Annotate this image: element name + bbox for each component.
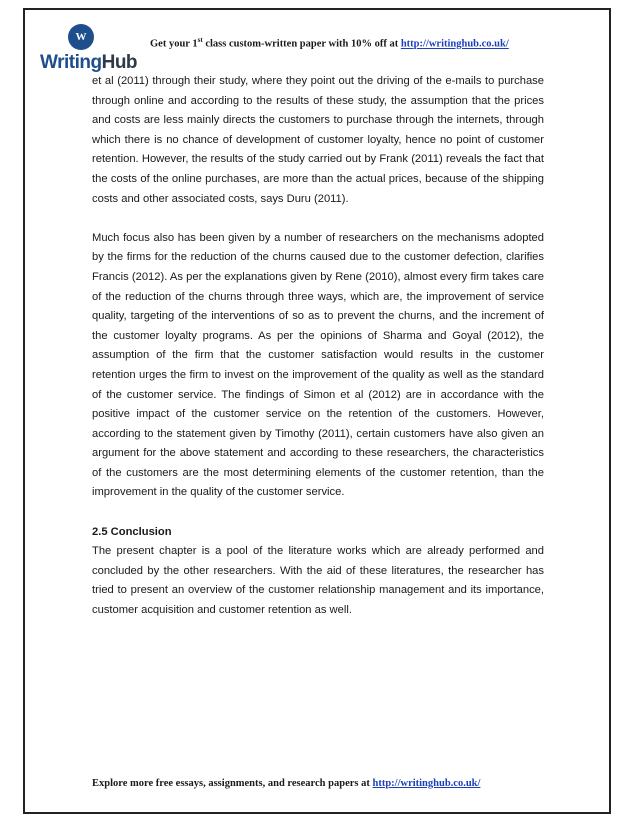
header-promo	[150, 36, 590, 50]
header-promo-sup: st	[197, 36, 203, 44]
conclusion-paragraph: The present chapter is a pool of the literature works which are already performed and concluded by the other researchers. With the aid of these literatures, the researcher has tried to present an overview of the customer relationship management and its importance, customer acquisition and customer retention as well.	[92, 545, 544, 617]
header-link[interactable]: http://writinghub.co.uk/	[400, 38, 509, 50]
logo-brand-second: Hub	[101, 52, 138, 73]
footer-text: Explore more free essays, assignments, and research papers at	[92, 778, 373, 789]
footer-link[interactable]: http://writinghub.co.uk/	[372, 778, 481, 789]
footer-promo	[92, 778, 562, 789]
header-promo-pre: Get your 1	[150, 38, 198, 50]
logo-mark: W	[75, 31, 87, 43]
writinghub-logo[interactable]	[36, 24, 138, 76]
logo-brand-first: Writing	[40, 52, 102, 73]
logo-wordmark	[40, 52, 137, 74]
section-heading: 2.5 Conclusion	[92, 525, 172, 538]
body-paragraph: et al (2011) through their study, where they point out the driving of the e-mails to purchase through online and according to the results of these study, the assumption that the prices and costs are less mainly directs the customers to purchase through the internets, through which there is no chance of development of customer loyalty, hence no point of customer retention. However, the results of the study carried out by Frank (2011) reveals the fact that the costs of the online purchases, are more than the actual prices, because of the shipping costs and other associated costs, says Duru (2011).	[92, 75, 544, 205]
document-body	[92, 72, 544, 640]
body-paragraph: Much focus also has been given by a number of researchers on the mechanisms adopted by the firms for the reduction of the churns caused due to the customer defection, clarifies Francis (2012). As per the explanations given by Rene (2010), almost every firm takes care of the reduction of the churns through three ways, which are, the improvement of service quality, targeting of the interventions of so as to prevent the churns, and the increment of the customer loyalty programs. As per the opinions of Sharma and Goyal (2012), the assumption of the firm that the customer satisfaction would results in the customer retention urges the firm to invest on the improvement of the quality as well as the standard of the customer service. The findings of Simon et al (2012) are in accordance with the positive impact of the customer service on the retention of the customers. However, according to the statement given by Timothy (2011), certain customers have also given an argument for the above statement and according to these researchers, the characteristics of the customers are the most determining elements of the customer retention, than the improvement in the quality of the customer service.	[92, 231, 544, 499]
header-promo-mid: class custom-written paper with 10% off at	[202, 38, 401, 50]
